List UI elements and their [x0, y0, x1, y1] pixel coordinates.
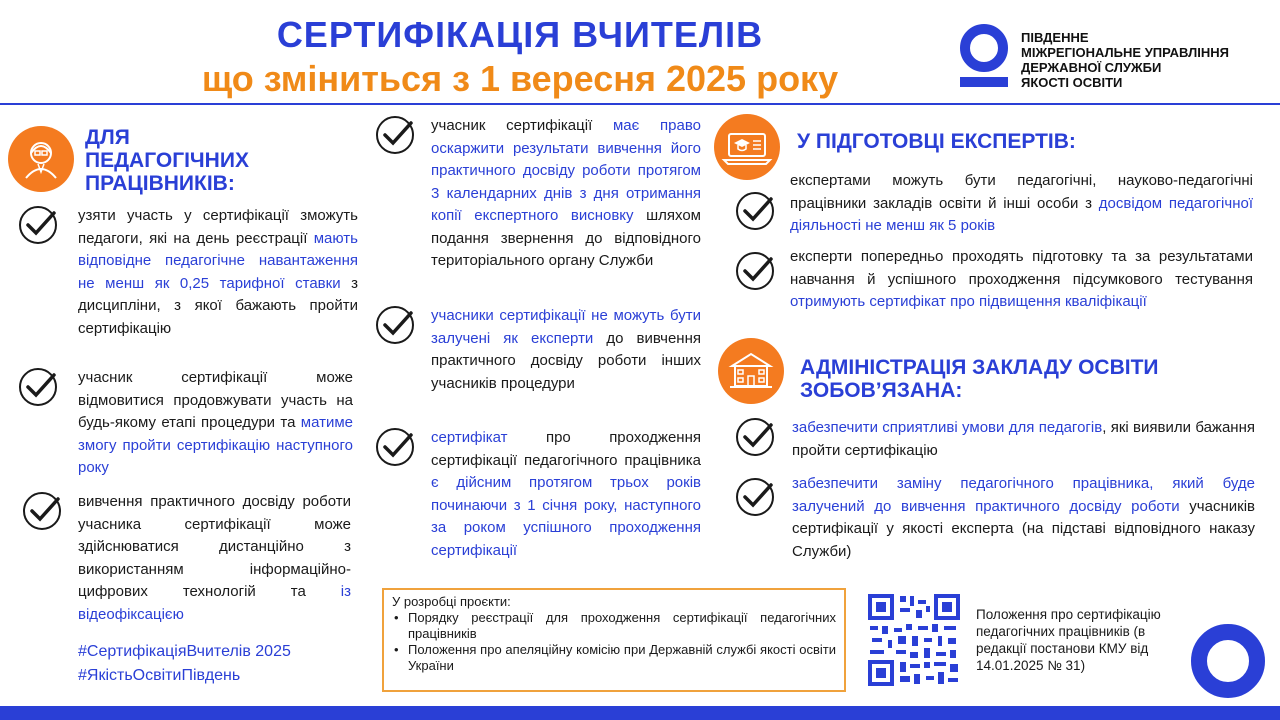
check-icon [734, 476, 776, 518]
list-item: • Положення про апеляційну комісію при Державній службі якості освіти України [392, 642, 836, 674]
check-icon [374, 114, 416, 156]
check-icon [734, 190, 776, 232]
list-item: сертифікат про проходження сертифікації педагогічного працівника є дійсним протягом трьох років починаючи з 1 січня року, наступного за роком успішного проходження сертифікації [431, 429, 701, 559]
list-item: вивчення практичного досвіду роботи учасника сертифікації може здійснюватися дистанційно з використанням інформаційно-цифрових технологій та із відеофіксацією [78, 493, 351, 623]
check-icon [734, 416, 776, 458]
list-item: забезпечити заміну педагогічного працівника, який буде залучений до вивчення практичного досвіду роботи учасників сертифікації у якості експерта (на підставі відповідного наказу Служби) [792, 475, 1255, 560]
list-item: експерти попередньо проходять підготовку та за результатами навчання й успішного проходження підсумкового тестування отримують сертифікат про підвищення кваліфікації [790, 248, 1253, 310]
school-building-icon [718, 338, 784, 404]
page-title: СЕРТИФІКАЦІЯ ВЧИТЕЛІВ [276, 14, 764, 55]
org-logo-icon [958, 22, 1010, 88]
section-title-experts: У ПІДГОТОВЦІ ЕКСПЕРТІВ: [797, 130, 1076, 153]
list-item: • Порядку реєстрації для проходження сертифікації педагогічних працівників [392, 610, 836, 642]
section-title-teachers: ДЛЯ ПЕДАГОГІЧНИХ ПРАЦІВНИКІВ: [85, 126, 249, 195]
check-icon [374, 304, 416, 346]
page-subtitle: що зміниться з 1 вересня 2025 року [201, 58, 839, 99]
check-icon [17, 204, 59, 246]
check-icon [734, 250, 776, 292]
header-divider [0, 103, 1280, 105]
qr-code-icon[interactable] [866, 592, 962, 688]
brand-ring-icon [1191, 624, 1265, 698]
draft-projects-heading: У розробці проєкти: [392, 594, 511, 609]
hashtag-link[interactable]: #ЯкістьОсвітиПівдень [78, 667, 241, 684]
section-title-administration: АДМІНІСТРАЦІЯ ЗАКЛАДУ ОСВІТИ ЗОБОВ’ЯЗАНА: [800, 356, 1159, 402]
list-item: забезпечити сприятливі умови для педагогів, які виявили бажання пройти сертифікацію [792, 419, 1255, 459]
check-icon [17, 366, 59, 408]
list-item: узяти участь у сертифікації зможуть педагоги, які на день реєстрації мають відповідне педагогічне навантаження не менш як 0,25 тарифної ставки з дисципліни, з якої бажають пройти сертифікацію [78, 207, 359, 337]
check-icon [21, 490, 63, 532]
list-item: учасники сертифікації не можуть бути залучені як експерти до вивчення практичного досвіду роботи інших учасників процедури [431, 307, 701, 392]
footer-bar [0, 706, 1280, 720]
check-icon [374, 426, 416, 468]
list-item: учасник сертифікації може відмовитися продовжувати участь на будь-якому етапі процедури та матиме змогу пройти сертифікацію наступного року [78, 369, 353, 476]
list-item: експертами можуть бути педагогічні, науково-педагогічні працівники закладів освіти й інші особи з досвідом педагогічної діяльності не менш як 5 років [790, 172, 1254, 234]
hashtags [78, 640, 291, 688]
hashtag-link[interactable]: #СертифікаціяВчителів 2025 [78, 643, 291, 660]
qr-caption: Положення про сертифікацію педагогічних працівників (в редакції постанови КМУ від 14.01.2025 № 31) [976, 607, 1161, 673]
laptop-graduate-icon [714, 114, 780, 180]
list-item: учасник сертифікації має право оскаржити результати вивчення його практичного досвіду роботи протягом 3 календарних днів з дня отримання копії експертного висновку шляхом подання звернення до відповідного територіального органу Служби [431, 117, 701, 269]
org-name: ПІВДЕННЕ МІЖРЕГІОНАЛЬНЕ УПРАВЛІННЯ ДЕРЖАВНОЇ СЛУЖБИ ЯКОСТІ ОСВІТИ [1021, 30, 1229, 90]
teacher-icon [8, 126, 74, 192]
draft-projects-box [382, 588, 846, 692]
